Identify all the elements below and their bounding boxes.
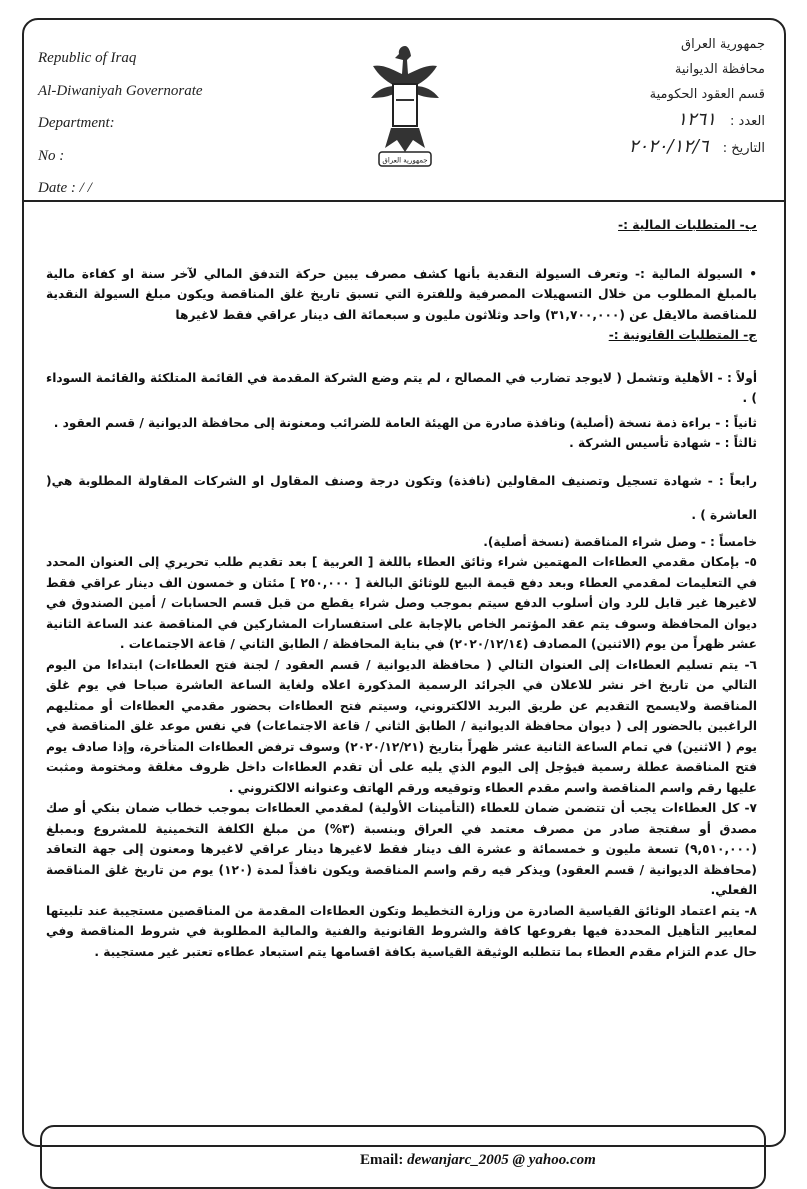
emblem-caption: جمهورية العراق [382, 156, 428, 165]
header-left-english [38, 42, 288, 205]
footer-email [360, 1152, 596, 1169]
iraq-eagle-emblem-icon [365, 40, 445, 180]
legal-item-3: ثالثاً : - شهادة تأسيس الشركة . [569, 436, 757, 450]
number-value: ١٢٦١ [677, 109, 716, 130]
header-governorate-en: Al-Diwaniyah Governorate [38, 82, 203, 99]
email-value: dewanjarc_2005 @ yahoo.com [407, 1152, 596, 1168]
number-label: العدد : [730, 114, 765, 129]
header-number-en: No : [38, 147, 65, 164]
date-value: ٢٠٢٠/١٢/٦ [628, 136, 709, 157]
paragraph-8: ٨- يتم اعتماد الوثائق القياسية الصادرة من وزارة التخطيط وتكون العطاءات المقدمة من المناقصين مستجيبة عند تلبيتها لمعايير التأهيل المحددة فيها بفروعها كافة والشروط القانونية والفنية والمالية المطلوبة في شروط المناقصة وفي حال عدم التزام مقدم العطاء بما تتطلبه الوثيقة القياسية بكافة اقسامها يتم استبعاد عطاءه تعتبر غير مستجيبة . [46, 903, 757, 959]
header-department-ar: قسم العقود الحكومية [649, 87, 765, 102]
header-divider [22, 200, 784, 202]
paragraph-6: ٦- يتم تسليم العطاءات إلى العنوان التالي ( محافظة الديوانية / قسم العقود / لجنة فتح العطاءات) ابتداءا من اليوم التالي من تاريخ اخر نشر للاعلان في الجرائد الرسمية المذكورة اعلاه ولغاية الساعة العاشرة صباحا في يوم غلق المناقصة ولايسمح التقديم عن طريق البريد الالكتروني، وسيتم فتح العطاءات بحضور مقدمي العطاءات أو ممثليهم الراغبين بالحضور إلى ( ديوان محافظة الديوانية / الطابق الثاني / قاعة الاجتماعات) في نفس موعد غلق المناقصة في يوم ( الاثنين) في تمام الساعة الثانية عشر ظهراً بتاريخ (٢٠٢٠/١٢/٢١) وسوف ترفض العطاءات المتأخرة، وإذا صادف يوم فتح المناقصة عطلة رسمية فيؤجل إلى اليوم الذي يليه على أن تقدم العطاءات داخل ظروف مغلقة ومختومة ومثبت عليها رقم واسم المناقصة واسم مقدم العطاء وتوقيعه ورقم الهاتف وعنوانه الالكتروني . [46, 657, 757, 795]
header-date-ar [535, 134, 765, 161]
legal-item-1: أولاً : - الأهلية وتشمل ( لايوجد تضارب في المصالح ، لم يتم وضع الشركة المقدمة في القائمة المتلكئة والقائمة السوداء ) . [46, 370, 757, 405]
header-right-arabic [535, 32, 765, 161]
legal-item-4: رابعاً : - شهادة تسجيل وتصنيف المقاولين (نافذة) وتكون درجة وصنف المقاول او الشركات المقاولة المطلوبة هي( العاشرة ) . [46, 473, 757, 522]
paragraph-5: ٥- بإمكان مقدمي العطاءات المهتمين شراء وثائق العطاء باللغة [ العربية ] بعد تقديم طلب تحريري إلى العنوان المحدد في التعليمات لمقدمي العطاء وبعد دفع قيمة البيع للوثائق البالغة [ ٢٥٠,٠٠٠ ] مئتان و خمسون الف دينار عراقي فقط لاغيرها غير قابل للرد وان أسلوب الدفع سيتم بموجب وصل شراء يقطع من قبل قسم الحسابات / أمين الصندوق في ديوان المحافظة وسوف يتم عقد المؤتمر الخاص بالإجابة على استفسارات المشاركين في المناقصة عند الساعة الثانية عشر ظهراً من يوم (الاثنين) المصادف (٢٠٢٠/١٢/١٤) في بناية المحافظة / الطابق الثاني / قاعة الاجتماعات . [46, 555, 757, 651]
date-label: التاريخ : [722, 141, 765, 156]
section-b-title: ب- المتطلبات المالية :- [618, 218, 757, 232]
header-date-en: Date : / / [38, 180, 92, 196]
header-country-ar: جمهورية العراق [681, 37, 765, 52]
email-label: Email: [360, 1152, 404, 1168]
section-c-title: ج- المتطلبات القانونية :- [608, 328, 757, 342]
header-department-en: Department: [38, 115, 115, 131]
liquidity-paragraph: • السيولة المالية :- وتعرف السيولة النقدية بأنها كشف مصرف يبين حركة التدفق المالي لآخر سنة او كفاءة مالية بالمبلغ المطلوب من خلال التسهيلات المصرفية وللفترة التي تسبق تاريخ غلق المناقصة ويكون مبلغ السيولة النقدية للمناقصة مالايقل عن (٣١,٧٠٠,٠٠٠) واحد وثلاثون مليون و سبعمائة الف دينار عراقي فقط لاغيرها [46, 266, 757, 322]
header-governorate-ar: محافظة الديوانية [674, 62, 765, 77]
header-number-ar [535, 107, 765, 134]
document-body [46, 215, 757, 962]
paragraph-7: ٧- كل العطاءات يجب أن تتضمن ضمان للعطاء (التأمينات الأولية) لمقدمي العطاءات بموجب خطاب ضمان بنكي أو صك مصدق أو سفتجة صادر من مصرف معتمد في العراق وبنسبة (٣%) من مبلغ الكلفة التخمينية للمشروع وبمبلغ (٩,٥١٠,٠٠٠) تسعة مليون و خمسمائة و عشرة الف دينار فقط لاغيرها دينار عراقي لاغيرها ومعنون إلى جهة التعاقد (محافظة الديوانية / قسم العقود) ويذكر فيه رقم واسم المناقصة ويكون نافذاً لمدة (١٢٠) يوم من تاريخ غلق المناقصة الفعلي. [46, 801, 757, 897]
legal-item-2: ثانياً : - براءة ذمة نسخة (أصلية) ونافذة صادرة من الهيئة العامة للضرائب ومعنونة إلى محافظة الديوانية / قسم العقود . [53, 415, 757, 430]
header-country-en: Republic of Iraq [38, 50, 137, 66]
legal-item-5: خامساً : - وصل شراء المناقصة (نسخة أصلية). [483, 534, 757, 549]
